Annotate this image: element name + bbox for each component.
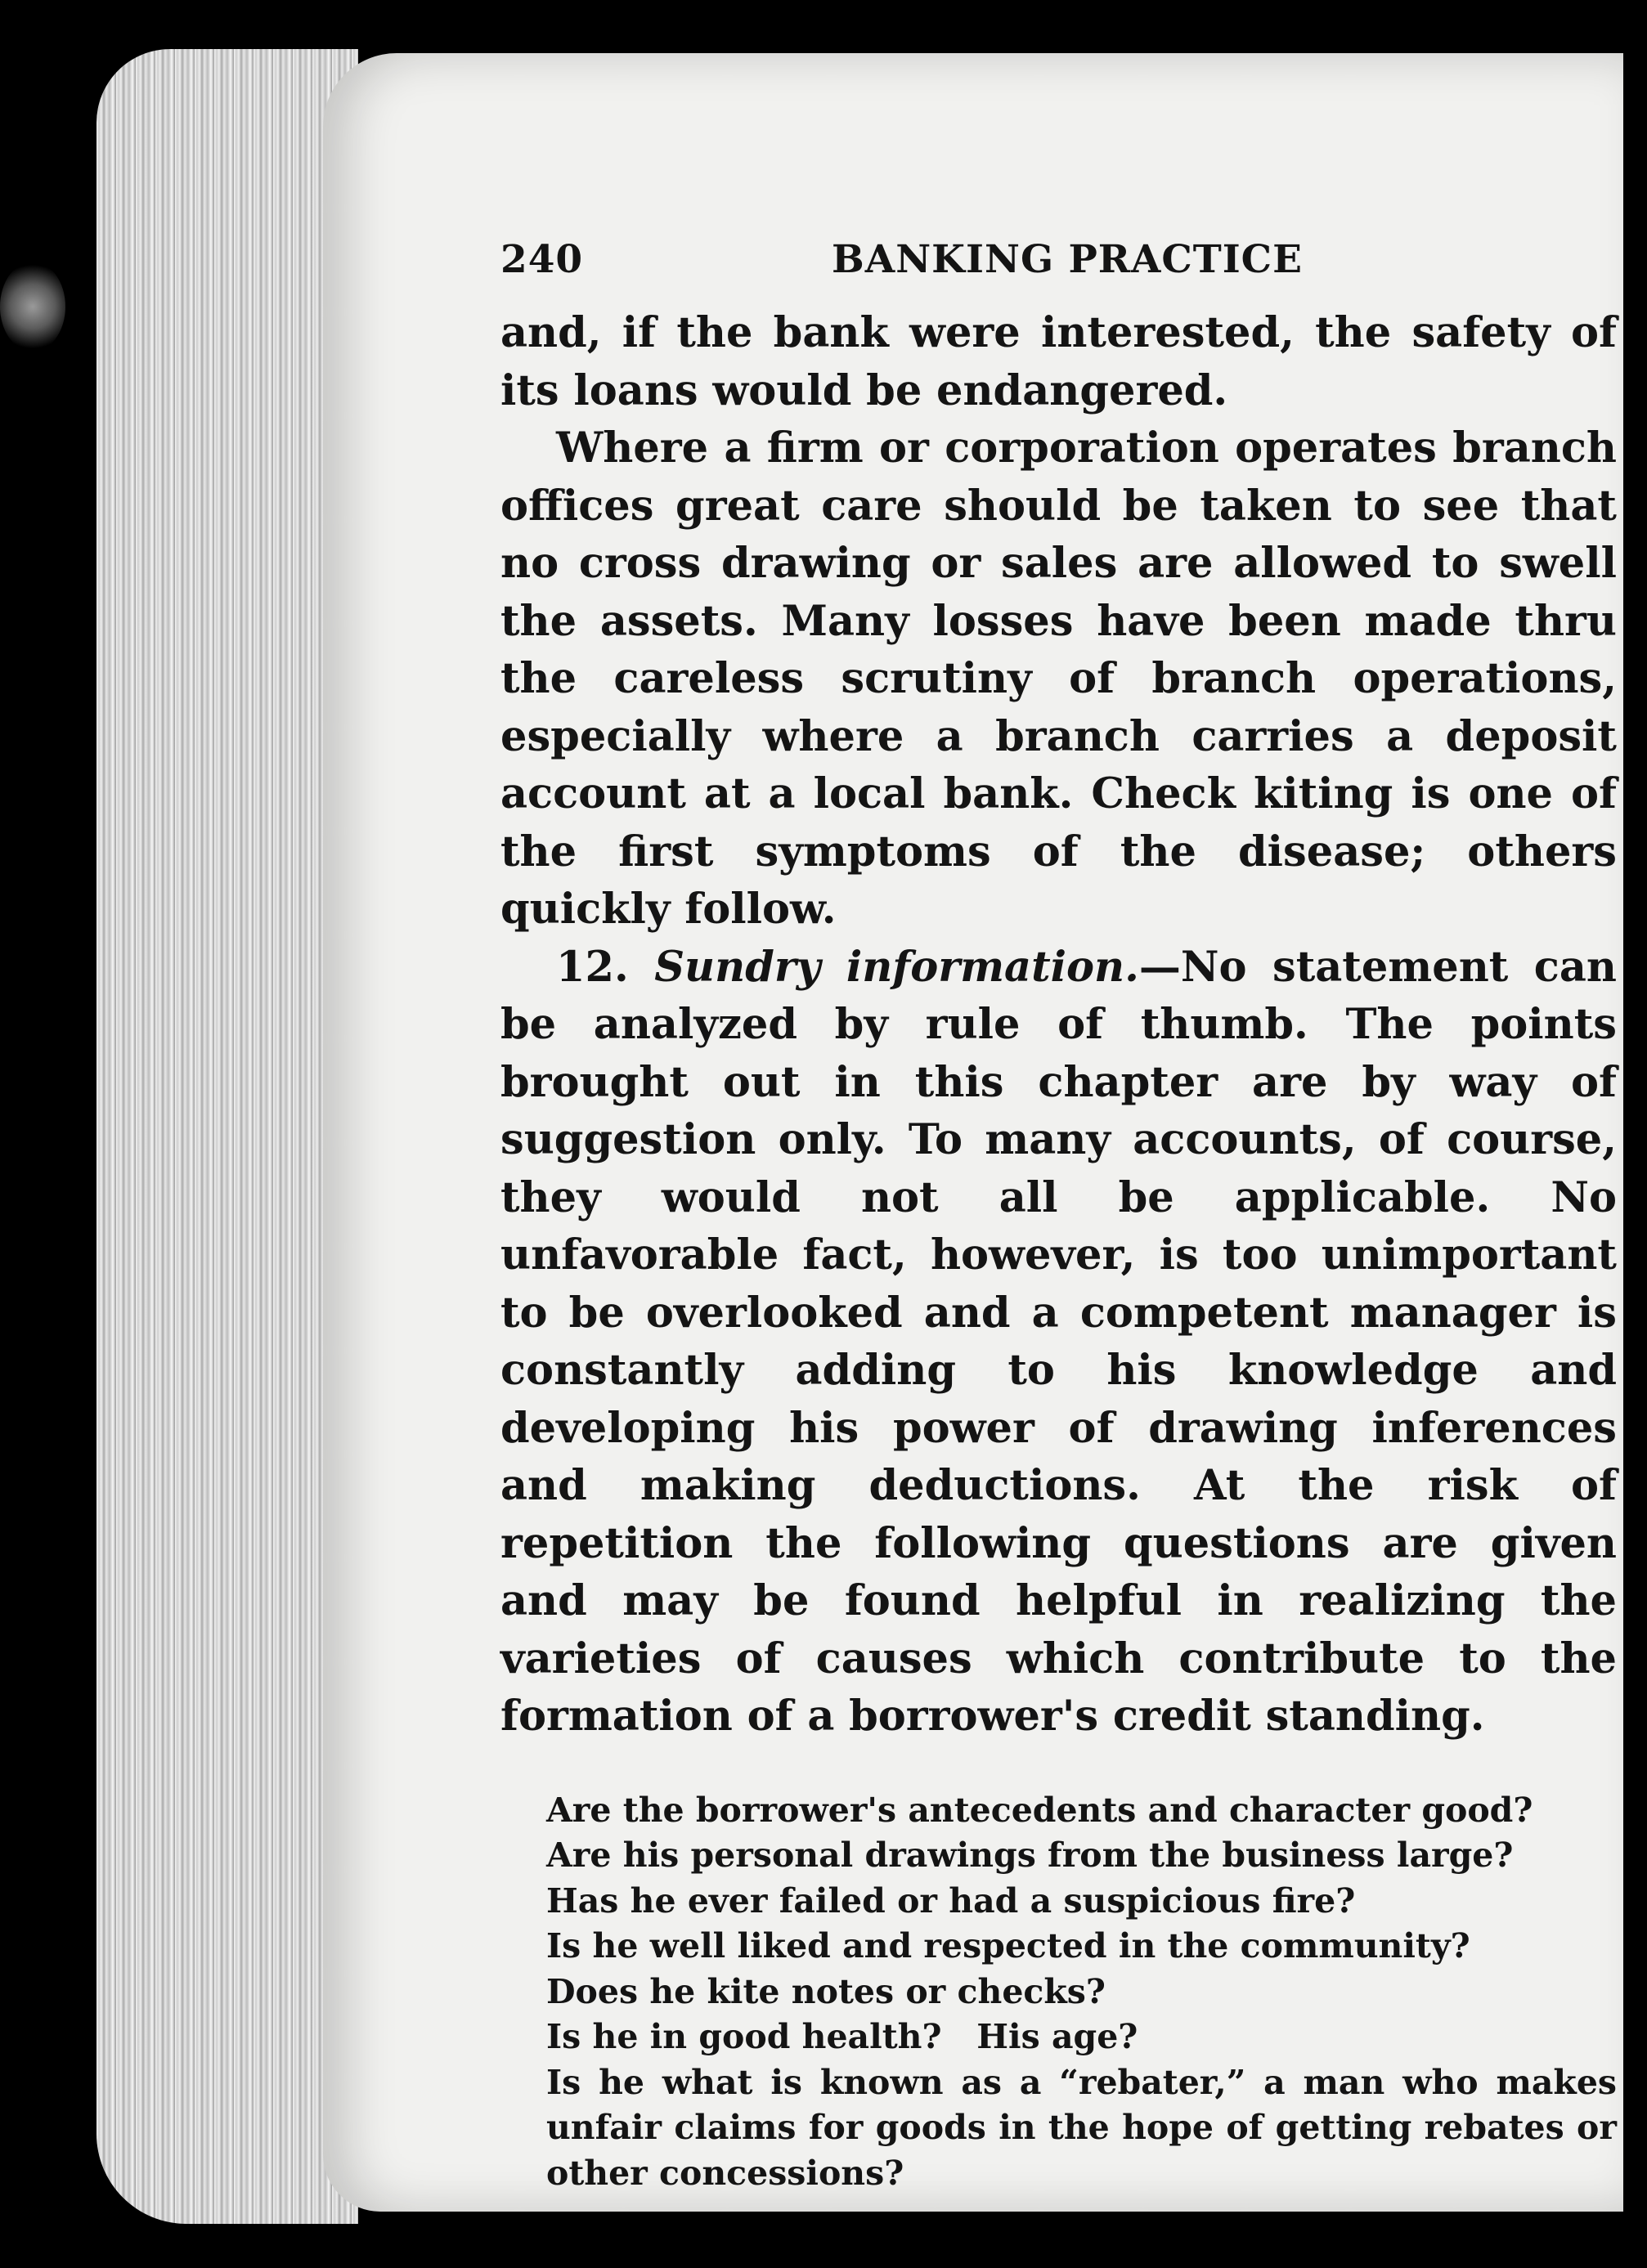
running-head: BANKING PRACTICE bbox=[832, 237, 1303, 282]
question-item: Is he in good health? His age? bbox=[546, 2017, 1138, 2056]
page-text bbox=[500, 222, 1617, 2196]
paragraph: and, if the bank were interested, the safety of its loans would be endangered. bbox=[500, 308, 1617, 415]
question-item: Does he kite notes or checks? bbox=[546, 1971, 1106, 2011]
section-heading: Sundry information. bbox=[654, 942, 1139, 992]
question-item: Has he ever failed or had a suspicious fire? bbox=[546, 1880, 1356, 1921]
page-number: 240 bbox=[500, 237, 584, 282]
book-page-edges bbox=[96, 49, 358, 2224]
paragraph: Where a firm or corporation operates branch offices great care should be taken to see that no cross drawing or sales are allowed to swell the assets. Many losses have been made thru the careless scrutiny of branch operations, especially where a branch carries a deposit account at a local bank. Check kiting is one of the first symptoms of the disease; others quickly follow. bbox=[500, 424, 1617, 934]
question-list bbox=[500, 1788, 1617, 2197]
section-text: —No statement can be analyzed by rule of thumb. The points brought out in this chapter are by way of suggestion only. To many accounts, of course, they would not all be applicable. No unfavorable fact, however, is too unimportant to be overlooked and a competent manager is constantly adding to his knowledge and developing his power of drawing inferences and making deductions. At the risk of repetition the following questions are given and may be found helpful in realizing the varieties of causes which contribute to the formation of a borrower's credit standing. bbox=[500, 942, 1617, 1741]
question-item: Is he what is known as a “rebater,” a man who makes unfair claims for goods in the hope of getting rebates or other concessions? bbox=[546, 2062, 1617, 2193]
question-item: Are his personal drawings from the business large? bbox=[546, 1835, 1514, 1875]
question-item: Are the borrower's antecedents and character good? bbox=[546, 1790, 1533, 1830]
scan-artifact bbox=[0, 262, 65, 352]
page-header bbox=[500, 222, 1617, 304]
question-item: Is he well liked and respected in the community? bbox=[546, 1926, 1470, 1965]
section-paragraph bbox=[500, 939, 1617, 1746]
section-number: 12. bbox=[556, 942, 629, 992]
